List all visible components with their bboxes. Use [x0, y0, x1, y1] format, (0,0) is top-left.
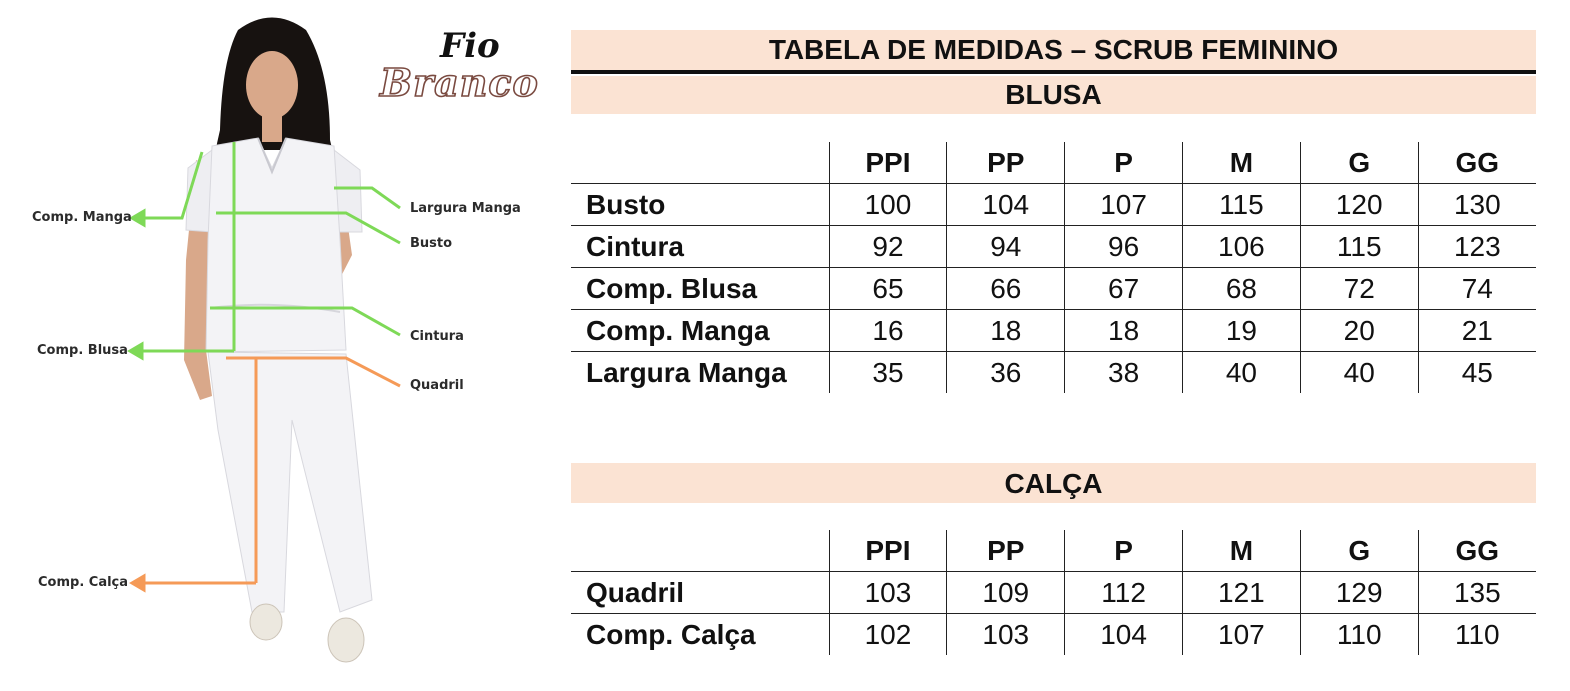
measure-cell: 72: [1300, 268, 1418, 310]
measure-cell: 107: [1065, 184, 1183, 226]
measure-cell: 123: [1418, 226, 1536, 268]
measure-cell: 68: [1182, 268, 1300, 310]
size-header: P: [1065, 142, 1183, 184]
measure-cell: 110: [1300, 614, 1418, 656]
size-header: M: [1182, 530, 1300, 572]
row-label: Comp. Manga: [571, 310, 829, 352]
size-header: PPI: [829, 530, 947, 572]
size-header: PP: [947, 530, 1065, 572]
row-label: Cintura: [571, 226, 829, 268]
row-label: Comp. Calça: [586, 618, 756, 650]
table-title: TABELA DE MEDIDAS – SCRUB FEMININO: [571, 30, 1536, 70]
measure-cell: 102: [829, 614, 947, 656]
measure-cell: 36: [947, 352, 1065, 394]
label-busto: Busto: [410, 236, 453, 251]
measure-cell: 45: [1418, 352, 1536, 394]
measure-cell: 106: [1182, 226, 1300, 268]
measure-cell: 20: [1300, 310, 1418, 352]
measure-cell: 35: [829, 352, 947, 394]
label-comp-manga: Comp. Manga: [32, 210, 132, 225]
measure-cell: 129: [1300, 572, 1418, 614]
measure-cell: 100: [829, 184, 947, 226]
measure-cell: 104: [947, 184, 1065, 226]
measure-cell: 115: [1300, 226, 1418, 268]
brand-logo-bottom: Branco: [380, 60, 539, 105]
measure-cell: 21: [1418, 310, 1536, 352]
measure-cell: 18: [947, 310, 1065, 352]
label-largura-manga: Largura Manga: [410, 201, 521, 216]
measure-cell: 74: [1418, 268, 1536, 310]
size-header: PP: [947, 142, 1065, 184]
measure-cell: 67: [1065, 268, 1183, 310]
blusa-heading: BLUSA: [571, 76, 1536, 114]
measure-cell: 65: [829, 268, 947, 310]
measure-cell: 66: [947, 268, 1065, 310]
measure-cell: 18: [1065, 310, 1183, 352]
measure-cell: 38: [1065, 352, 1183, 394]
measure-cell: 115: [1182, 184, 1300, 226]
calca-size-table: [571, 530, 1536, 655]
table-row: [571, 268, 1536, 310]
size-header: G: [1300, 530, 1418, 572]
table-row: [571, 184, 1536, 226]
measure-cell: 103: [947, 614, 1065, 656]
size-header: GG: [1418, 142, 1536, 184]
size-header: M: [1182, 142, 1300, 184]
measure-cell: 96: [1065, 226, 1183, 268]
corner-cell: [571, 530, 829, 572]
title-divider: [571, 70, 1536, 74]
table-row: [571, 352, 1536, 394]
label-cintura: Cintura: [410, 329, 464, 344]
size-header-row: [571, 530, 1536, 572]
measure-cell: 103: [829, 572, 947, 614]
row-label: Busto: [571, 184, 829, 226]
size-header: PPI: [829, 142, 947, 184]
measure-cell: 92: [829, 226, 947, 268]
brand-logo-top: Fio: [440, 26, 500, 66]
table-row: [571, 614, 1536, 656]
measure-cell: 19: [1182, 310, 1300, 352]
table-row: [571, 226, 1536, 268]
measure-cell: 112: [1065, 572, 1183, 614]
size-header: G: [1300, 142, 1418, 184]
row-label: Largura Manga: [586, 356, 787, 388]
size-header: GG: [1418, 530, 1536, 572]
size-header: P: [1065, 530, 1183, 572]
measure-cell: 109: [947, 572, 1065, 614]
row-label: Comp. Blusa: [571, 268, 829, 310]
measure-cell: 40: [1300, 352, 1418, 394]
measure-cell: 40: [1182, 352, 1300, 394]
measure-cell: 121: [1182, 572, 1300, 614]
measure-cell: 135: [1418, 572, 1536, 614]
table-row: [571, 310, 1536, 352]
label-comp-blusa: Comp. Blusa: [37, 343, 128, 358]
size-header-row: [571, 142, 1536, 184]
measure-cell: 94: [947, 226, 1065, 268]
corner-cell: [571, 142, 829, 184]
label-comp-calca: Comp. Calça: [38, 575, 129, 590]
measure-cell: 104: [1065, 614, 1183, 656]
calca-heading: CALÇA: [571, 463, 1536, 503]
measure-cell: 130: [1418, 184, 1536, 226]
blusa-size-table: [571, 142, 1536, 393]
table-row: [571, 572, 1536, 614]
measure-cell: 120: [1300, 184, 1418, 226]
measure-cell: 107: [1182, 614, 1300, 656]
row-label: Quadril: [571, 572, 829, 614]
measurement-figure: [0, 0, 560, 686]
label-quadril: Quadril: [410, 378, 464, 393]
measure-cell: 110: [1418, 614, 1536, 656]
measure-cell: 16: [829, 310, 947, 352]
